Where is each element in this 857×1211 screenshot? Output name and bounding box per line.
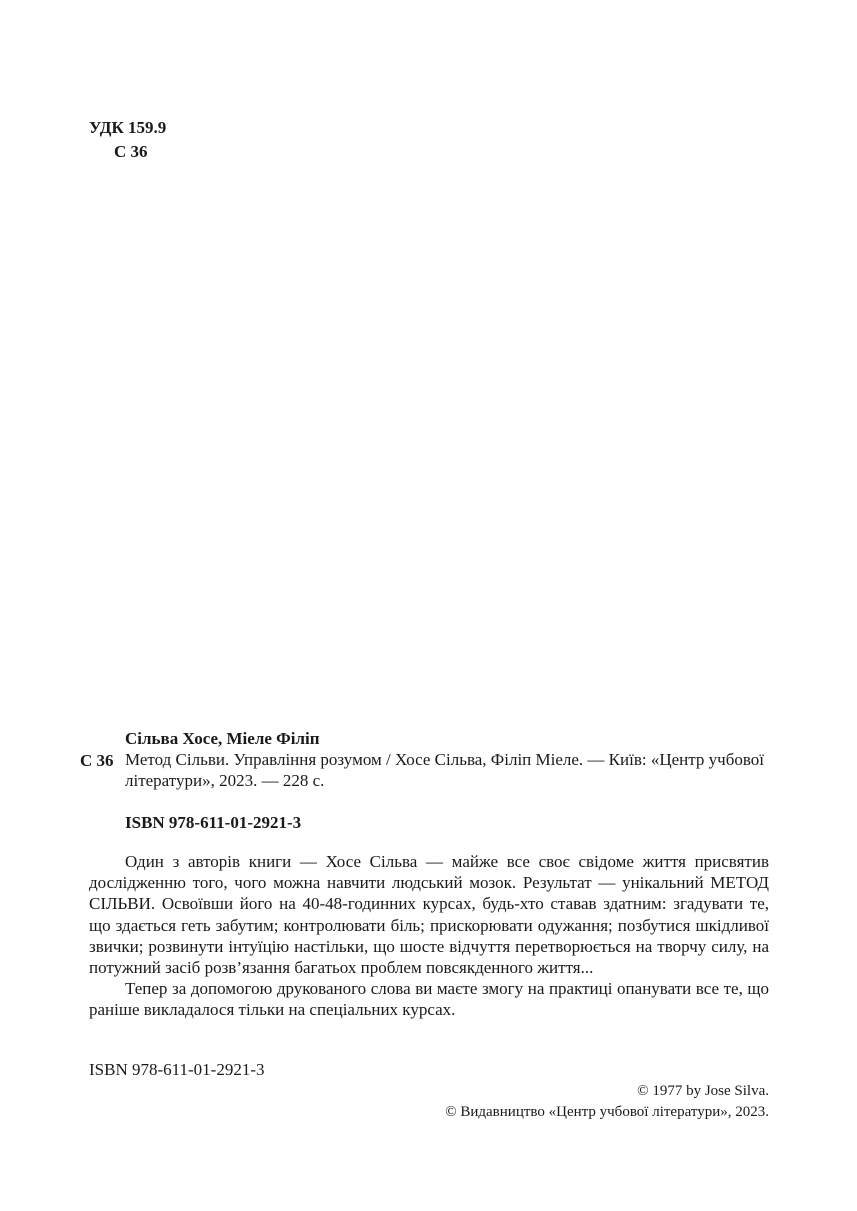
copyright-block [445, 1081, 769, 1123]
isbn-footer: ISBN 978-611-01-2921-3 [89, 1060, 265, 1079]
annotation [89, 851, 769, 1021]
entry-authors: Сільва Хосе, Міеле Філіп [125, 729, 320, 748]
udk-classification [89, 116, 166, 164]
isbn-heading: ISBN 978-611-01-2921-3 [125, 813, 302, 832]
copyright-publisher: © Видавництво «Центр учбової літератури», 2023. [445, 1104, 769, 1120]
udk-code: УДК 159.9 [89, 118, 167, 137]
annotation-paragraph-1: Один з авторів книги — Хосе Сільва — майже все своє свідоме життя присвятив дослідженню того, чого можна навчити людський мозок. Результат — унікальний МЕТОД СІЛЬВИ. Освоївши його на 40-48-годинних курсах, будь-хто ставав здатним: згадувати те, що здається геть забутим; контролювати біль; прискорювати одужання; позбутися шкідливої звички; розвинути інтуїцію настільки, що шосте відчуття перетворюється на творчу силу, на потужний засіб розв’язання багатьох проблем повсякденного життя... [89, 852, 769, 978]
bibliographic-entry [125, 728, 770, 791]
annotation-paragraph-2: Тепер за допомогою друкованого слова ви маєте змогу на практиці опанувати все те, що раніше викладалося тільки на спеціальних курсах. [89, 979, 769, 1020]
catalog-author-mark: С 36 [80, 751, 114, 770]
entry-description: Метод Сільви. Управління розумом / Хосе Сільва, Філіп Міеле. — Київ: «Центр учбової літератури», 2023. — 228 с. [125, 750, 764, 790]
author-mark: С 36 [114, 142, 148, 161]
copyright-author: © 1977 by Jose Silva. [637, 1083, 769, 1099]
